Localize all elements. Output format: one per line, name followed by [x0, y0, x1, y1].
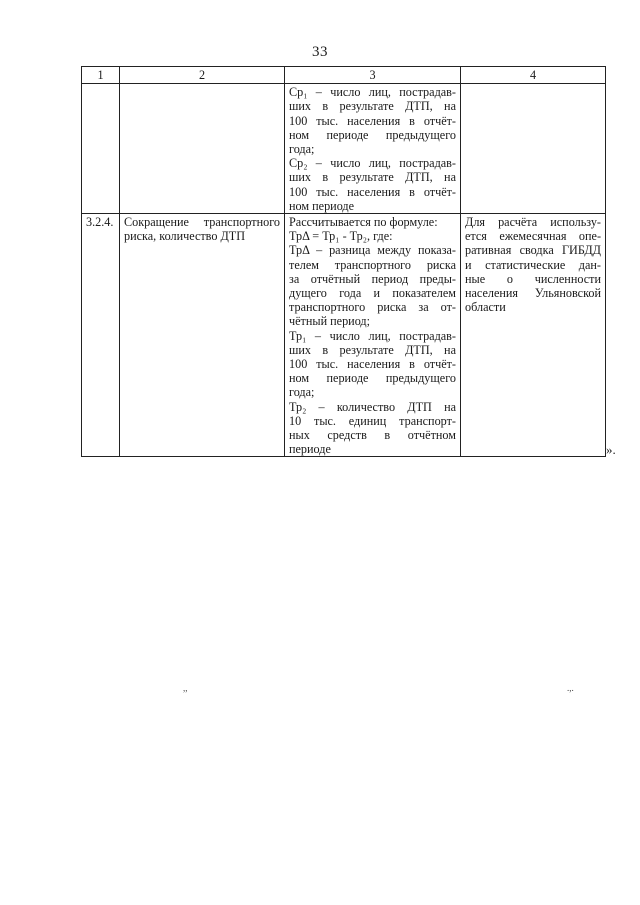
- row-number-cell: [82, 84, 120, 214]
- text-line: периоде: [289, 442, 331, 457]
- table-row: [82, 214, 606, 457]
- text-line: области: [465, 300, 506, 315]
- text-line: и статистические дан-: [465, 257, 601, 272]
- text-line: ных средств в отчётном: [289, 428, 456, 443]
- text-line: чётный период;: [289, 314, 371, 329]
- text-line: 100 тыс. населения в отчёт-: [289, 184, 456, 199]
- header-cell: 2: [120, 67, 285, 84]
- closing-quote-mark: ».: [606, 442, 616, 457]
- text-line: ших в результате ДТП, на: [289, 342, 456, 357]
- formula-cell: [285, 84, 461, 214]
- text-line: 100 тыс. населения в отчёт-: [289, 113, 456, 128]
- text-line: ные о численности: [465, 271, 601, 286]
- text-line: Ср₁ – число лиц, пострадав-: [289, 85, 456, 100]
- text-line: ном периоде: [289, 198, 355, 213]
- text-line: ном периоде предыдущего: [289, 127, 456, 142]
- text-line: ТрΔ = Тр₁ - Тр₂, где:: [289, 229, 393, 244]
- text-line: Рассчитывается по формуле:: [289, 215, 438, 230]
- text-line: ном периоде предыдущего: [289, 371, 456, 386]
- text-line: Тр₁ – число лиц, пострадав-: [289, 328, 456, 343]
- text-line: ется ежемесячная опе-: [465, 229, 601, 244]
- formula-cell: [285, 214, 461, 457]
- header-cell: 1: [82, 67, 120, 84]
- table-header-row: [82, 67, 606, 84]
- text-line: ших в результате ДТП, на: [289, 99, 456, 114]
- indicator-name-cell: [120, 84, 285, 214]
- text-line: Тр₂ – количество ДТП на: [289, 399, 456, 414]
- page-number: 33: [312, 44, 328, 60]
- text-line: 10 тыс. единиц транспорт-: [289, 413, 456, 428]
- indicator-table: [81, 66, 606, 457]
- header-cell: 3: [285, 67, 461, 84]
- text-line: риска, количество ДТП: [124, 229, 246, 244]
- text-line: ТрΔ – разница между показа-: [289, 243, 456, 258]
- text-line: Ср₂ – число лиц, пострадав-: [289, 156, 456, 171]
- text-line: ративная сводка ГИБДД: [465, 243, 601, 258]
- text-line: телем транспортного риска: [289, 257, 456, 272]
- table-row: [82, 84, 606, 214]
- source-cell: [461, 84, 606, 214]
- text-line: дущего года и показателем: [289, 286, 456, 301]
- text-line: за отчётный период преды-: [289, 271, 456, 286]
- text-line: 100 тыс. населения в отчёт-: [289, 357, 456, 372]
- text-line: населения Ульяновской: [465, 286, 601, 301]
- text-line: года;: [289, 142, 315, 157]
- indicator-name-cell: [120, 214, 285, 457]
- row-number-cell: 3.2.4.: [82, 214, 120, 457]
- text-line: ших в результате ДТП, на: [289, 170, 456, 185]
- text-line: года;: [289, 385, 315, 400]
- text-line: Сокращение транспортного: [124, 215, 280, 230]
- text-line: Для расчёта использу-: [465, 215, 601, 230]
- source-cell: [461, 214, 606, 457]
- scan-speck: ,,: [183, 683, 188, 693]
- text-line: транспортного риска за от-: [289, 300, 456, 315]
- header-cell: 4: [461, 67, 606, 84]
- scan-speck: .,.: [567, 683, 574, 693]
